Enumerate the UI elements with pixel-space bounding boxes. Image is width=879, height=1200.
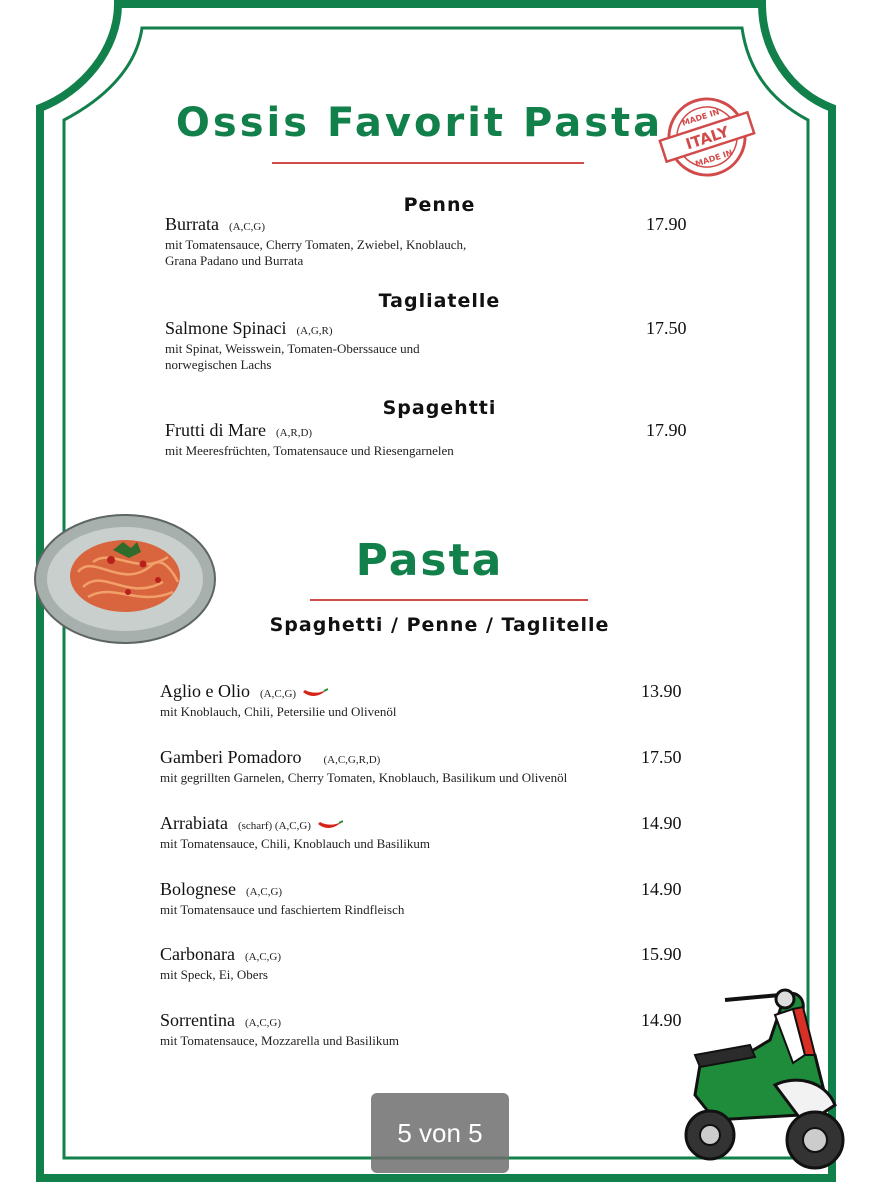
section-title-pasta: Pasta (355, 535, 504, 586)
item-description: mit Spinat, Weisswein, Tomaten-Oberssauce und norwegischen Lachs (165, 341, 420, 372)
item-name: Bolognese (160, 879, 236, 899)
section-heading: Penne (403, 194, 476, 216)
item-description: mit Tomatensauce, Chili, Knoblauch und Basilikum (160, 836, 431, 851)
menu-item (160, 879, 404, 918)
menu-item (160, 747, 567, 786)
item-description: mit Knoblauch, Chili, Petersilie und Olivenöl (160, 704, 397, 719)
item-description: mit Tomatensauce, Cherry Tomaten, Zwiebel, Knoblauch, Grana Padano und Burrata (165, 237, 467, 268)
scooter-icon (675, 985, 845, 1180)
item-name: Sorrentina (160, 1010, 235, 1030)
item-price: 17.90 (646, 420, 687, 440)
menu-item (165, 318, 420, 373)
item-allergens: (A,C,G,R,D) (323, 754, 381, 766)
item-price: 14.90 (641, 879, 682, 899)
item-allergens: (A,G,R) (296, 325, 333, 337)
pasta-underline (310, 599, 588, 601)
menu-item (160, 944, 281, 983)
menu-item (165, 420, 454, 459)
menu-item (160, 1010, 399, 1049)
section-heading: Spagehtti (382, 397, 497, 419)
pasta-subtitle: Spaghetti / Penne / Taglitelle (269, 614, 610, 636)
menu-item (165, 214, 466, 269)
item-price: 17.90 (646, 214, 687, 234)
stamp-text: ITALY (683, 122, 732, 154)
item-allergens: (A,C,G) (244, 951, 282, 963)
item-name: Frutti di Mare (165, 420, 266, 440)
item-allergens: (A,C,G) (246, 886, 283, 898)
item-price: 14.90 (641, 813, 682, 833)
made-in-italy-stamp-icon (655, 95, 760, 180)
item-name: Carbonara (160, 944, 235, 964)
svg-text:MADE IN: MADE IN (694, 148, 734, 169)
item-allergens: (A,C,G) (260, 688, 297, 700)
item-allergens: (A,C,G) (228, 221, 266, 233)
chili-icon (317, 820, 343, 830)
svg-text:MADE IN: MADE IN (680, 107, 721, 128)
menu-item (160, 813, 430, 852)
item-name: Arrabiata (160, 813, 228, 833)
item-name: Gamberi Pomadoro (160, 747, 302, 767)
item-description: mit Tomatensauce und faschiertem Rindfleisch (160, 902, 405, 917)
item-allergens: (A,C,G) (244, 1017, 282, 1029)
item-description: mit Meeresfrüchten, Tomatensauce und Riesengarnelen (165, 443, 454, 458)
title-underline (272, 162, 584, 164)
menu-item (160, 681, 397, 720)
item-name: Aglio e Olio (160, 681, 250, 701)
page-indicator: 5 von 5 (371, 1093, 509, 1173)
page-title: Ossis Favorit Pasta (175, 100, 664, 146)
item-description: mit Speck, Ei, Obers (160, 967, 268, 982)
item-price: 17.50 (641, 747, 682, 767)
section-heading: Tagliatelle (378, 290, 501, 312)
chili-icon (302, 688, 328, 698)
item-description: mit Tomatensauce, Mozzarella und Basilikum (160, 1033, 399, 1048)
item-price: 13.90 (641, 681, 682, 701)
item-allergens: (A,R,D) (276, 427, 313, 439)
item-description: mit gegrillten Garnelen, Cherry Tomaten, Knoblauch, Basilikum und Olivenöl (160, 770, 568, 785)
item-price: 17.50 (646, 318, 687, 338)
item-name: Salmone Spinaci (165, 318, 287, 338)
item-allergens: (scharf) (A,C,G) (237, 820, 311, 832)
item-name: Burrata (165, 214, 219, 234)
item-price: 15.90 (641, 944, 682, 964)
item-price: 14.90 (641, 1010, 682, 1030)
